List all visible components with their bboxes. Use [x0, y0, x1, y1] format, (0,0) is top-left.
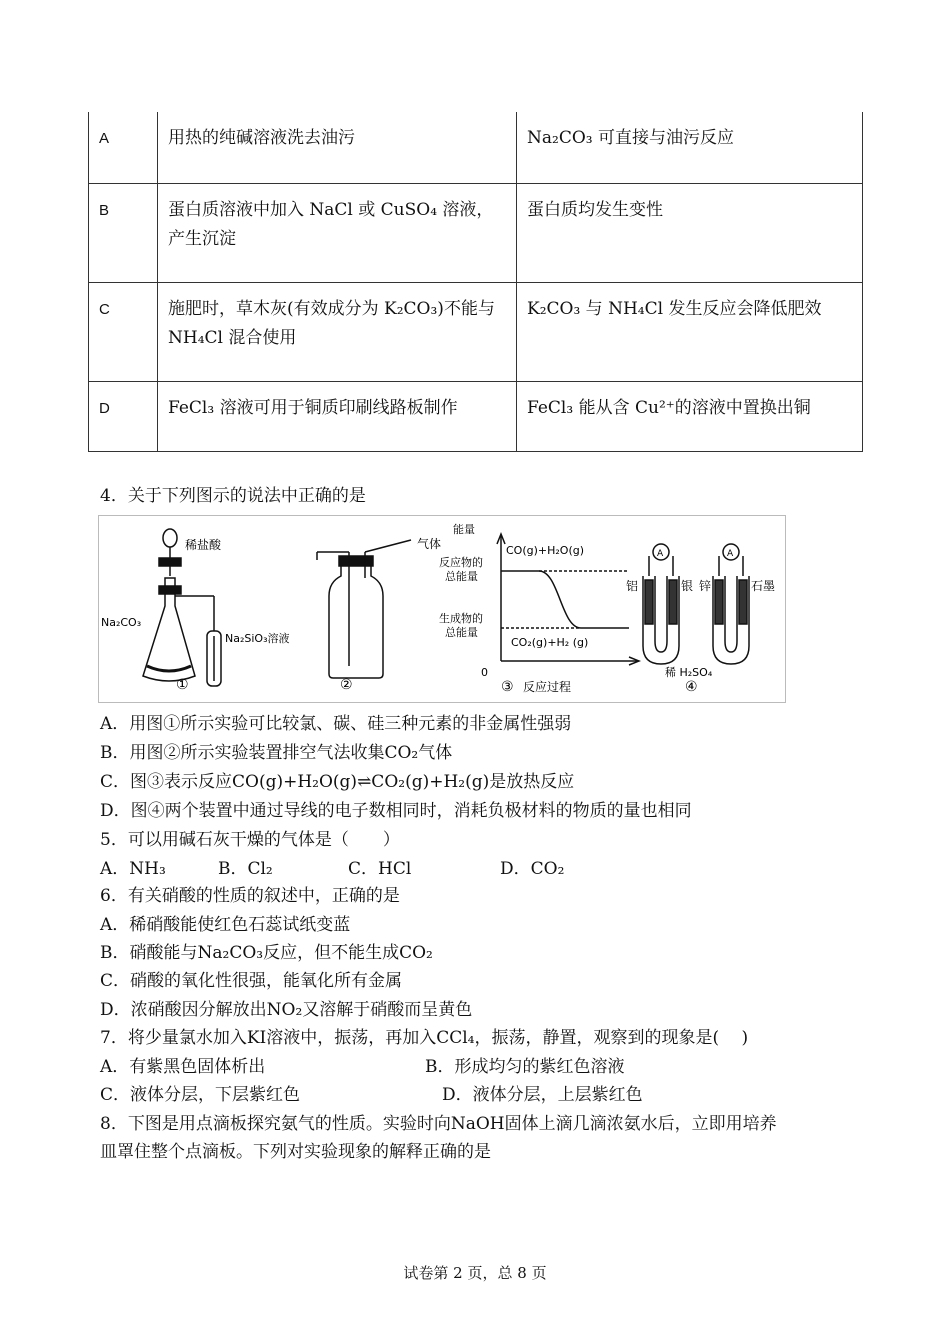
row-right-cell: 蛋白质均发生变性	[517, 183, 863, 282]
q4-option-a: A．用图①所示实验可比较氯、碳、硅三种元素的非金属性强弱	[100, 714, 572, 734]
q7-option-d: D．液体分层，上层紫红色	[442, 1085, 643, 1105]
table-row	[89, 112, 863, 183]
label-dilute-h2so4: 稀 H₂SO₄	[665, 666, 713, 679]
q4-option-b: B．用图②所示实验装置排空气法收集CO₂气体	[100, 743, 453, 763]
figure-2-number: ②	[340, 677, 353, 693]
table-row	[89, 183, 863, 282]
label-na2co3: Na₂CO₃	[101, 616, 142, 629]
figure-1-number: ①	[176, 677, 189, 693]
question-4-figure	[98, 515, 786, 703]
label-graphite: 石墨	[751, 579, 776, 593]
row-left-cell: FeCl₃ 溶液可用于铜质印刷线路板制作	[158, 381, 517, 451]
figure-3-number: ③	[501, 679, 514, 695]
q7-option-b: B．形成均匀的紫红色溶液	[425, 1057, 625, 1077]
label-gas: 气体	[417, 537, 442, 551]
q5-option-d: D．CO₂	[500, 859, 565, 879]
q7-option-c: C．液体分层，下层紫红色	[100, 1085, 301, 1105]
q5-option-b: B．Cl₂	[218, 859, 273, 879]
label-product-energy-1: 生成物的	[439, 612, 483, 625]
label-reactants-equation: CO(g)+H₂O(g)	[506, 544, 585, 557]
q6-option-b: B．硝酸能与Na₂CO₃反应，但不能生成CO₂	[100, 943, 433, 963]
ammeter-1-icon: A	[657, 549, 664, 559]
label-zinc: 锌	[699, 579, 712, 593]
q4-option-c: C．图③表示反应CO(g)+H₂O(g)⇌CO₂(g)+H₂(g)是放热反应	[100, 772, 575, 792]
figure-4-galvanic-cells	[643, 544, 749, 664]
question-4-stem: 4．关于下列图示的说法中正确的是	[100, 486, 366, 506]
row-right-cell: FeCl₃ 能从含 Cu²⁺的溶液中置换出铜	[517, 381, 863, 451]
q6-option-d: D．浓硝酸因分解放出NO₂又溶解于硝酸而呈黄色	[100, 1000, 473, 1020]
q5-option-c: C．HCl	[348, 859, 412, 879]
label-aluminum: 铝	[626, 579, 639, 593]
label-dilute-hcl: 稀盐酸	[185, 538, 222, 552]
question-8-line-2: 皿罩住整个点滴板。下列对实验现象的解释正确的是	[100, 1142, 491, 1162]
label-origin: 0	[481, 666, 488, 679]
question-7-stem: 7．将少量氯水加入KI溶液中，振荡，再加入CCl₄，振荡，静置，观察到的现象是( )	[100, 1028, 749, 1048]
label-reactant-energy-1: 反应物的	[439, 556, 483, 569]
q6-option-a: A．稀硝酸能使红色石蕊试纸变蓝	[100, 915, 351, 935]
q6-option-c: C．硝酸的氧化性很强，能氧化所有金属	[100, 971, 403, 991]
table-row	[89, 282, 863, 381]
ammeter-2-icon: A	[727, 549, 734, 559]
question-5-stem: 5．可以用碱石灰干燥的气体是（ ）	[100, 830, 400, 850]
page-footer: 试卷第 2 页，总 8 页	[403, 1264, 547, 1282]
q5-option-a: A．NH₃	[100, 859, 166, 879]
table-row	[89, 381, 863, 451]
label-na2sio3-solution: Na₂SiO₃溶液	[225, 632, 290, 645]
question-8-line-1: 8．下图是用点滴板探究氨气的性质。实验时向NaOH固体上滴几滴浓氨水后，立即用培养	[100, 1114, 777, 1134]
label-products-equation: CO₂(g)+H₂ (g)	[511, 636, 589, 649]
label-product-energy-2: 总能量	[445, 626, 478, 639]
row-label: A	[89, 112, 158, 183]
label-energy-axis: 能量	[453, 523, 475, 536]
row-label: B	[89, 183, 158, 282]
label-reaction-progress: 反应过程	[523, 680, 572, 694]
q4-option-d: D．图④两个装置中通过导线的电子数相同时，消耗负极材料的物质的量也相同	[100, 801, 692, 821]
row-right-cell: K₂CO₃ 与 NH₄Cl 发生反应会降低肥效	[517, 282, 863, 381]
row-left-cell: 施肥时，草木灰(有效成分为 K₂CO₃)不能与 NH₄Cl 混合使用	[158, 282, 517, 381]
answer-table	[88, 112, 863, 452]
row-label: D	[89, 381, 158, 451]
figure-1-apparatus	[143, 529, 221, 686]
row-right-cell: Na₂CO₃ 可直接与油污反应	[517, 112, 863, 183]
figure-2-bottle	[317, 540, 411, 678]
row-left-cell: 蛋白质溶液中加入 NaCl 或 CuSO₄ 溶液，产生沉淀	[158, 183, 517, 282]
q7-option-a: A．有紫黑色固体析出	[100, 1057, 266, 1077]
apparatus-diagrams	[99, 516, 785, 702]
figure-4-number: ④	[685, 679, 698, 695]
label-silver: 银	[681, 579, 694, 593]
question-6-stem: 6．有关硝酸的性质的叙述中，正确的是	[100, 886, 400, 906]
row-left-cell: 用热的纯碱溶液洗去油污	[158, 112, 517, 183]
row-label: C	[89, 282, 158, 381]
label-reactant-energy-2: 总能量	[445, 570, 478, 583]
